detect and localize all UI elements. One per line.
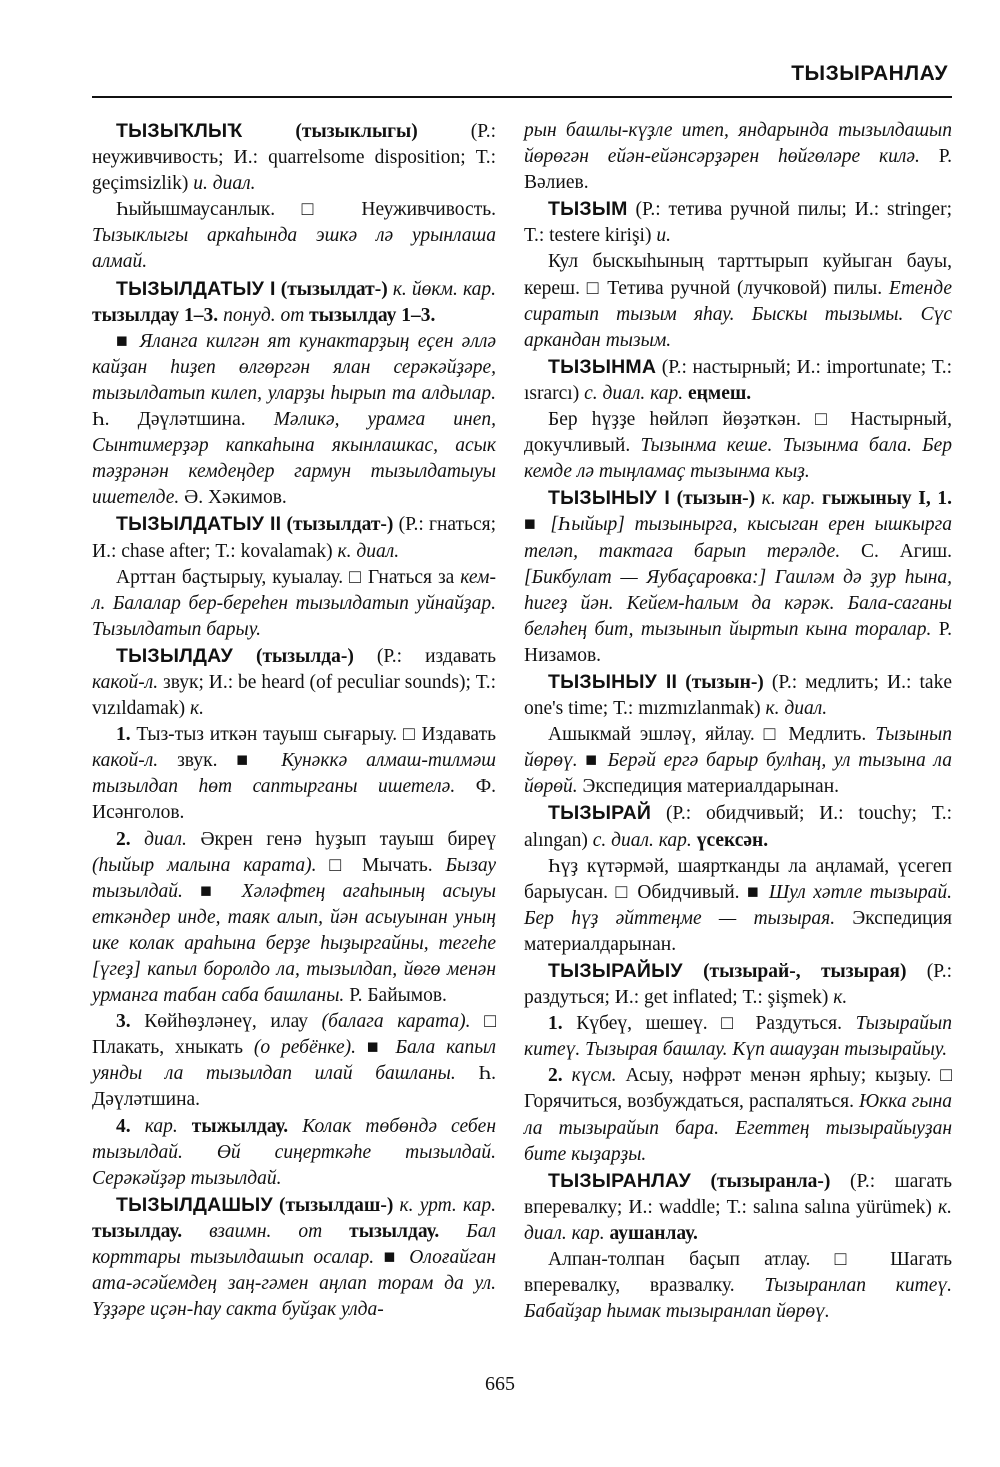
text-run: (Р.: раздуться; И.: get inflated; Т.: şişmek) bbox=[524, 961, 952, 1009]
text-run: Әкрен генә һуҙып тауыш биреү bbox=[186, 828, 496, 850]
entry-paragraph bbox=[92, 827, 496, 1010]
text-run: к. йөкм. кар. bbox=[392, 278, 496, 300]
headword: ТЫЗЫРАЙ bbox=[548, 802, 652, 825]
text-run: (о ребёнке). bbox=[253, 1037, 356, 1059]
text-run: (тызыранла-) bbox=[690, 1170, 850, 1192]
text-run: (Р.: медлить; И.: take one's time; Т.: mızmızlanmak) bbox=[524, 671, 952, 720]
text-run: ■ bbox=[524, 514, 551, 536]
text-run: Яланга килгән ят кунактарҙың еҫен әллә кайҙан һиҙеп өлгөргән ялан серәкәйҙәре, тызылдатып килеп, уларҙы һырып та алдылар. bbox=[92, 330, 496, 404]
headword: ТЫЗЫЛДАТЫУ I bbox=[116, 277, 276, 300]
headword: ТЫЗЫМ bbox=[548, 198, 628, 221]
text-run: (тызылдат-) bbox=[281, 514, 399, 536]
text-run: 2. bbox=[548, 1065, 563, 1087]
entry-paragraph bbox=[92, 722, 496, 826]
text-run: к. диал. кар. bbox=[524, 1196, 952, 1244]
text-run: ■ bbox=[116, 330, 140, 352]
text-run: Кул быскыһының тарттырып куйыган бауы, кереш. □ Тетива ручной (лучковой) пилы. bbox=[524, 251, 952, 299]
dictionary-entry bbox=[92, 276, 496, 329]
text-run: к. bbox=[190, 698, 205, 720]
text-run: 1. bbox=[116, 724, 131, 746]
text-run: ■ bbox=[182, 880, 242, 902]
text-run: ■ bbox=[355, 1037, 396, 1059]
dictionary-entry bbox=[92, 511, 496, 564]
text-run: Тызырайып китеү. Тызырая башлау. Күп ашауҙан тызырайыу. bbox=[524, 1013, 952, 1061]
dictionary-entry bbox=[92, 643, 496, 722]
text-run: какой-л. bbox=[92, 671, 159, 693]
text-run: (һыйыр малына карата). bbox=[92, 854, 317, 876]
text-run: [Бикбулат — Яубаҫаровка:] Гаиләм дә ҙур һына, һигеҙ йән. Кейем-һалым да кәрәк. Бала-саганы беләһең бит, тызынып йыртып кына торалар. bbox=[524, 566, 952, 640]
entry-paragraph bbox=[524, 1247, 952, 1325]
text-run: рын башлы-күҙле итеп, яндарында тызылдашып йөрөгән ейән-ейәнсәрҙәрен һөйгөләре килә. bbox=[524, 120, 952, 168]
text-run: (Р.: тетива ручной пилы; И.: stringer; Т.: testere kirişi) bbox=[524, 199, 952, 247]
text-run: (тызылдат-) bbox=[275, 278, 393, 300]
text-run: к. кар. bbox=[761, 488, 823, 510]
headword: ТЫЗЫҠЛЫҠ bbox=[116, 120, 243, 142]
text-run: к. урт. кар. bbox=[399, 1194, 496, 1216]
text-run: (Р.: обидчивый; И.: touchy; Т.: alıngan) bbox=[524, 803, 952, 851]
text-run: Ә. Хәкимов. bbox=[179, 487, 287, 509]
text-run: Кунәккә алмаш-тилмәш тызылдап һөт саптырганы ишетелә. bbox=[92, 750, 497, 798]
text-run: (Р.: гнаться; И.: chase after; Т.: kovalamak) bbox=[92, 514, 496, 562]
entry-paragraph bbox=[524, 1063, 952, 1167]
dictionary-entry bbox=[92, 118, 496, 197]
text-run: ■ bbox=[374, 1247, 410, 1269]
text-run: звук. ■ bbox=[158, 750, 282, 772]
text-run: с. диал. кар. bbox=[592, 829, 697, 851]
text-run: (Р.: настырный; И.: importunate; Т.: ısrarcı) bbox=[524, 356, 952, 404]
text-run: взаимн. от bbox=[182, 1220, 350, 1242]
text-run: Бызау тызылдай. bbox=[92, 854, 497, 902]
text-run: ■ bbox=[577, 750, 608, 772]
text-run: аушанлау. bbox=[609, 1222, 698, 1244]
text-run: Тызыклыгы аркаһында эшкә лә урынлаша алмай. bbox=[92, 225, 496, 273]
text-run: диал. bbox=[130, 828, 187, 850]
text-run: Бер һүҙҙе һөйләп йөҙәткән. □ Настырный, докучливый. bbox=[524, 409, 952, 457]
text-run: □ Мычать. bbox=[316, 854, 446, 876]
entry-paragraph bbox=[524, 249, 952, 353]
text-run: тыжылдау. bbox=[191, 1115, 289, 1137]
text-run: тызылдау. bbox=[92, 1220, 183, 1242]
text-run: Алпан-толпан баҫып атлау. □ Шагать вперевалку, вразвалку. bbox=[524, 1249, 952, 1297]
text-run: и. bbox=[656, 225, 671, 247]
entry-paragraph bbox=[92, 197, 496, 275]
text-run: к. bbox=[833, 987, 848, 1009]
dictionary-entry bbox=[524, 800, 952, 853]
text-run: Хәләфтең агаһының асыуы еткәндер инде, таяк алып, йән асыуынан уның ике колак араһына берҙе һыҙыргайны, тегеһе [үгеҙ] капыл боролдо ла, тызылдап, йөгө менән урманга табан саба башланы. bbox=[92, 880, 496, 1007]
text-run: Етенде сиратып тызым яһау. Быскы тызымы. Сүс аркандан тызым. bbox=[524, 277, 952, 351]
dictionary-entry bbox=[524, 196, 952, 249]
text-run: Тызыранлап китеү. Бабайҙар һымак тызыранлап йөрөү. bbox=[524, 1275, 953, 1323]
text-run: Мәликә, урамга инеп, Сынтимерҙәр капкаһына якынлашкас, асык тәҙрәнән кемдеңдер гармун тызылдатыуы ишетелде. bbox=[92, 409, 496, 509]
text-run: Ашыкмай эшләү, яйлау. □ Медлить. bbox=[548, 724, 876, 746]
text-run: 1. bbox=[548, 1013, 563, 1035]
text-run: Олоғайган ата-әсәйемдең заң-гәмен аңлап торам да ул. Үҙҙәре иҫән-һау сакта буйҙак улда- bbox=[92, 1247, 496, 1321]
left-column bbox=[92, 118, 496, 1323]
dictionary-entry bbox=[524, 354, 952, 407]
text-run: какой-л. bbox=[92, 750, 159, 772]
entry-paragraph bbox=[92, 329, 496, 512]
text-run: Арттан баҫтырыу, куыалау. □ Гнаться за bbox=[116, 566, 461, 588]
page-number: 665 bbox=[485, 1373, 515, 1395]
text-run: Бала капыл уянды ла тызылдап илай башланы. bbox=[92, 1037, 497, 1085]
text-run: үсексән. bbox=[696, 829, 769, 851]
text-run: С. Агиш. bbox=[840, 540, 952, 562]
text-run: понуд. от bbox=[218, 304, 310, 326]
text-run: Асыу, нәфрәт менән ярһыу; кыҙыу. □ Горячиться, возбуждаться, распаляться. bbox=[524, 1065, 952, 1113]
text-run: Колак төбөндә себен тызылдай. Өй сиңерткәһе тызылдай. Серәкәйҙәр тызылдай. bbox=[92, 1115, 496, 1189]
text-run: (Р.: шагать вперевалку; И.: waddle; Т.: salına salına yürümek) bbox=[524, 1170, 952, 1218]
text-run: и. диал. bbox=[193, 173, 256, 195]
text-run: тызылдау 1–3. bbox=[92, 304, 219, 326]
text-run: к. диал. bbox=[765, 698, 828, 720]
text-run: [Һыйыр] тызынырга, кысыган ерен ышкырга теләп, тактага барып терәлде. bbox=[524, 514, 953, 562]
text-run: Р. Байымов. bbox=[344, 985, 447, 1007]
text-run: Тызынма кеше. Тызынма бала. Бер кемде лә тыңламаҫ тызынма кыҙ. bbox=[524, 435, 952, 483]
text-run: Һ. Дәүләтшина. bbox=[92, 409, 274, 431]
text-run: кем-л. Балалар бер-береһен тызылдатып уйнайҙар. Тызылдатып барыу. bbox=[92, 566, 496, 640]
text-run: Бал корттары тызылдашып осалар. bbox=[92, 1220, 496, 1269]
text-run: тызылдау. bbox=[349, 1220, 440, 1242]
text-run: 3. bbox=[116, 1011, 131, 1033]
text-run: тызылдау 1–3. bbox=[309, 304, 436, 326]
headword: ТЫЗЫРАЙЫУ bbox=[548, 960, 683, 982]
text-run: Көйһөҙләнеү, илау bbox=[130, 1011, 322, 1033]
text-run: Һүҙ күтәрмәй, шаяртканды ла аңламай, үсегеп барыусан. □ Обидчивый. ■ bbox=[524, 855, 952, 903]
text-run: (тызырай-, тызырая) bbox=[682, 961, 927, 982]
text-run: Тыз-тыз иткән тауыш сығарыу. □ Издавать bbox=[130, 724, 496, 746]
text-run: □ Плакать, хныкать bbox=[92, 1011, 496, 1059]
text-run: (тызыклыгы) bbox=[242, 121, 471, 142]
text-run: 2. bbox=[116, 828, 131, 850]
text-run: звук; И.: be heard (of peculiar sounds); Т.: vızıldamak) bbox=[92, 671, 496, 720]
entry-paragraph bbox=[524, 722, 952, 800]
headword: ТЫЗЫНЫУ I bbox=[548, 487, 670, 510]
text-run: Ф. Исәнголов. bbox=[92, 776, 497, 824]
text-run: к. диал. bbox=[337, 540, 400, 562]
dictionary-entry bbox=[524, 1168, 952, 1247]
text-run: кар. bbox=[130, 1115, 192, 1137]
text-run: Экспедиция материалдарынан. bbox=[577, 776, 840, 798]
text-run: Күбеү, шешеү. □ Раздуться. bbox=[562, 1013, 856, 1035]
headword: ТЫЗЫЛДАУ bbox=[116, 644, 233, 667]
entry-paragraph bbox=[524, 407, 952, 485]
text-run: (тызылдаш-) bbox=[272, 1194, 400, 1216]
text-run: Юкка гына ла тызырайып бара. Егеттең тызырайыуҙан бите кыҙарҙы. bbox=[524, 1091, 953, 1165]
entry-paragraph bbox=[524, 1011, 952, 1063]
text-run: Р. Низамов. bbox=[524, 618, 952, 666]
dictionary-entry bbox=[524, 958, 952, 1011]
text-run: (Р.: неуживчивость; И.: quarrelsome disposition; Т.: geçimsizlik) bbox=[92, 121, 496, 195]
right-column bbox=[524, 118, 952, 1325]
text-run: Һ. Дәүләтшина. bbox=[92, 1063, 496, 1111]
entry-paragraph bbox=[524, 118, 952, 196]
text-run: Р. Вәлиев. bbox=[524, 146, 952, 194]
dictionary-entry bbox=[524, 485, 952, 669]
text-run: күсм. bbox=[562, 1065, 617, 1087]
entry-paragraph bbox=[92, 1009, 496, 1113]
entry-paragraph bbox=[524, 854, 952, 958]
headword: ТЫЗЫРАНЛАУ bbox=[548, 1169, 691, 1192]
dictionary-entry bbox=[92, 1192, 496, 1323]
running-head: ТЫЗЫРАНЛАУ bbox=[791, 62, 948, 85]
text-run: с. диал. кар. bbox=[584, 382, 689, 404]
text-run: гыжыныу I, 1. bbox=[822, 488, 952, 510]
text-run: Берәй ергә барыр булһаң, ул тызына ла йөрөй. bbox=[524, 750, 952, 798]
headword: ТЫЗЫЛДАТЫУ II bbox=[116, 513, 282, 536]
headword: ТЫЗЫНЫУ II bbox=[548, 670, 678, 693]
text-run: Шул хәтле тызырай. Бер һүҙ әйттеңме — тызырая. bbox=[524, 881, 952, 929]
header-rule bbox=[92, 96, 952, 98]
entry-paragraph bbox=[92, 1114, 496, 1192]
headword: ТЫЗЫЛДАШЫУ bbox=[116, 1193, 273, 1216]
text-run: Һыйышмаусанлык. □ Неуживчивость. bbox=[116, 199, 496, 221]
entry-paragraph bbox=[92, 565, 496, 643]
headword: ТЫЗЫНМА bbox=[548, 355, 657, 378]
text-run: 4. bbox=[116, 1115, 131, 1137]
text-run: (тызын-) bbox=[669, 488, 762, 510]
text-run: Тызынып йөрөү. bbox=[524, 724, 952, 772]
dictionary-entry bbox=[524, 669, 952, 722]
text-run: (балага карата). bbox=[321, 1011, 471, 1033]
text-run: (Р.: издавать bbox=[376, 645, 496, 667]
text-run: (тызылда-) bbox=[232, 645, 377, 667]
text-run: (тызын-) bbox=[677, 671, 772, 693]
text-run: еңмеш. bbox=[688, 382, 752, 404]
text-run: Экспедиция материалдарынан. bbox=[524, 907, 952, 955]
